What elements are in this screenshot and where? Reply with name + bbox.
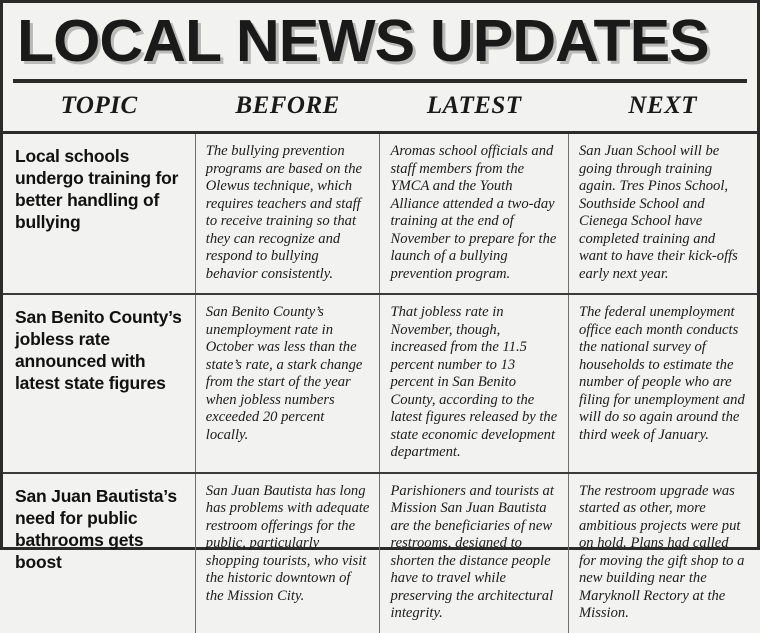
column-header-latest: LATEST (380, 83, 569, 133)
row-before-cell (195, 473, 380, 633)
column-header-before: BEFORE (195, 83, 380, 133)
title-bar (3, 3, 757, 73)
topic-text: San Juan Bautista’s need for public bathrooms gets boost (15, 485, 177, 572)
before-text: San Benito County’s unemployment rate in October was less than the state’s rate, a stark change from the start of the year when jobless numbers exceeded 20 percent locally. (205, 304, 363, 443)
before-text: The bullying prevention programs are based on the Olewus technique, which requires teachers and staff to receive training so that they can recognize and respond to bullying behavior consistently. (205, 143, 362, 282)
table-row (3, 294, 757, 473)
row-next-cell (568, 294, 757, 473)
row-next-cell (568, 133, 757, 295)
latest-text: Parishioners and tourists at Mission San Juan Bautista are the beneficiaries of new restrooms, designed to shorten the distance people have to travel while preserving the architectural integrity. (390, 482, 554, 621)
row-next-cell (568, 473, 757, 633)
next-text: The restroom upgrade was started as other, more ambitious projects were put on hold. Plans had called for moving the gift shop to a new building near the Maryknoll Rectory at the Mission. (578, 482, 745, 621)
table-body (3, 133, 757, 633)
row-topic-cell (3, 294, 195, 473)
row-before-cell (195, 133, 380, 295)
table-row (3, 473, 757, 633)
header-row (3, 83, 757, 133)
column-header-next: NEXT (568, 83, 757, 133)
row-before-cell (195, 294, 380, 473)
page-title: LOCAL NEWS UPDATES (17, 8, 709, 74)
table-row (3, 133, 757, 295)
next-text: The federal unemployment office each month conducts the national survey of households to estimate the number of people who are filing for unemployment and will do so again around the third week of January. (578, 304, 745, 443)
next-text: San Juan School will be going through training again. Tres Pinos School, Southside School and Cienega School have completed training and want to have their kick-offs early next year. (578, 143, 738, 282)
news-table (3, 83, 757, 633)
row-latest-cell (380, 294, 569, 473)
column-header-topic: TOPIC (3, 83, 195, 133)
latest-text: Aromas school officials and staff members from the YMCA and the Youth Alliance attended a two-day training at the end of November to prepare for the launch of a bullying prevention program. (390, 143, 557, 282)
row-topic-cell (3, 133, 195, 295)
topic-text: Local schools undergo training for better handling of bullying (15, 146, 179, 232)
table-header (3, 83, 757, 133)
before-text: San Juan Bautista has long has problems with adequate restroom offerings for the public, particularly shopping tourists, who visit the historic downtown of the Mission City. (205, 482, 370, 604)
latest-text: That jobless rate in November, though, increased from the 11.5 percent number to 13 percent in San Benito County, according to the latest figures released by the state economic development department. (390, 304, 558, 460)
topic-text: San Benito County’s jobless rate announced with latest state figures (15, 307, 182, 393)
row-latest-cell (380, 473, 569, 633)
row-topic-cell (3, 473, 195, 633)
row-latest-cell (380, 133, 569, 295)
